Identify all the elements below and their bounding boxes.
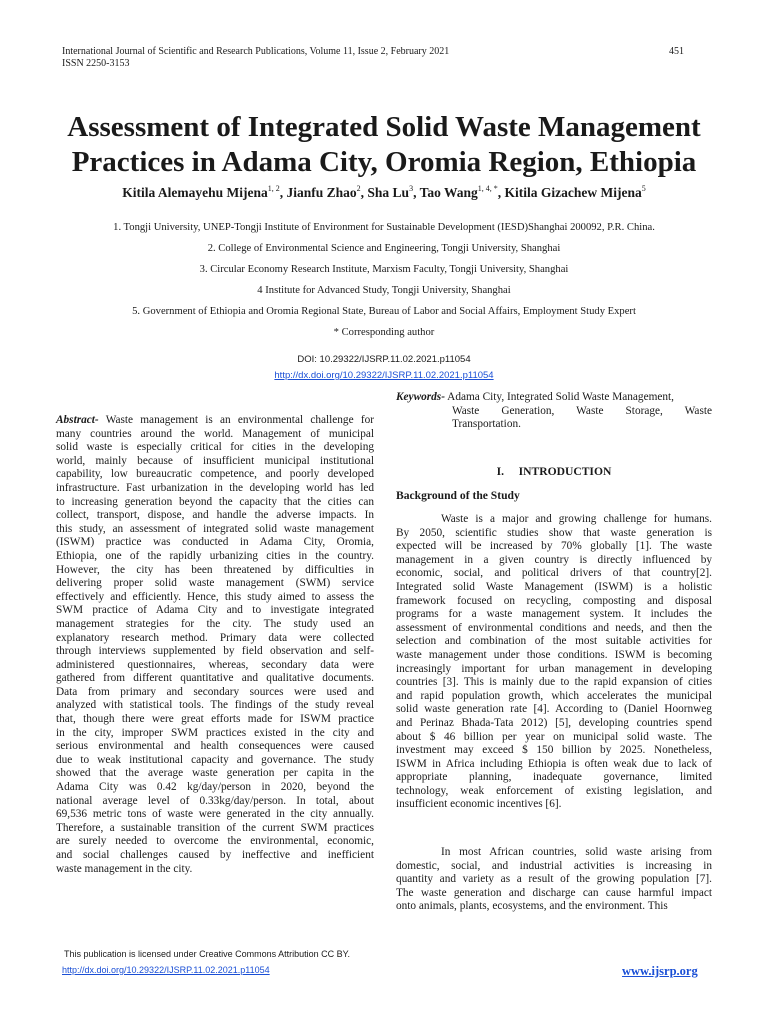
abstract-line: infrastructure. Fast urbanization in the developing world has led [56,481,374,494]
author-name: Jianfu Zhao [286,185,357,200]
abstract-line: Therefore, a sustainable transition of the current SWM practices [56,821,374,834]
intro-line: domestic, social, and industrial activities is increasing in [396,859,712,872]
intro-line: appropriate planning, inadequate governance, limited [396,771,712,784]
author-list [40,184,728,201]
abstract-line: 69,536 metric tons of waste were generated in the city annually. [56,808,374,821]
affiliation-2: 2. College of Environmental Science and Engineering, Tongji University, Shanghai [207,243,561,254]
intro-line: Waste is a major and growing challenge for humans. [441,513,712,525]
intro-line: solid waste generation rate [4]. According to (Daniel Hoornweg [396,703,712,716]
abstract-line: and social challenges caused by ineffective and inefficient [56,849,374,861]
intro-paragraph-1 [396,513,712,812]
title-line-2: Practices in Adama City, Oromia Region, Ethiopia [71,146,697,178]
abstract-line: many countries around the world. Management of municipal [56,427,374,440]
author-separator: , [360,185,368,200]
intro-line: ISWM in Africa including Ethiopia is often weak due to lack of [396,757,712,770]
abstract-line: gathered from different quantitative and qualitative documents. [56,672,374,685]
keywords-line-3: Transportation. [452,418,521,431]
intro-line: selection and combination of the most suitable activities for [396,635,712,648]
footer-doi-link[interactable]: http://dx.doi.org/10.29322/IJSRP.11.02.2021.p11054 [62,965,270,975]
intro-line: assessment of environmental conditions and needs, and then the [396,621,712,634]
affiliation-3: 3. Circular Economy Research Institute, Marxism Faculty, Tongji University, Shanghai [199,264,569,275]
intro-line: expected will be increased by 70% globally [1]. The waste [396,540,712,553]
intro-line: waste management under those conditions. ISWM is becoming [396,648,712,661]
affiliation-4: 4 Institute for Advanced Study, Tongji University, Shanghai [257,285,511,296]
abstract-line: serious environmental and health consequences were caused [56,740,374,753]
intro-line: technology, weak enforcement of existing legislation, and [396,784,712,797]
intro-line: Integrated solid Waste Management (ISWM) is a holistic [396,580,712,593]
abstract-body [56,414,374,876]
abstract-line: capability, low bureaucratic competence, and poorly developed [56,468,374,481]
author-affiliation-mark: 1, 4, * [477,184,498,193]
license-note: This publication is licensed under Creative Commons Attribution CC BY. [64,949,350,959]
abstract-line: administered questionnaires, whereas, secondary data were [56,658,374,671]
intro-line: investment may exceed $ 150 billion by 2025. Nonetheless, [396,744,712,757]
abstract-line: collect, transport, dispose, and handle the adverse impacts. In [56,509,374,522]
abstract-line: However, the city has been threatened by difficulties in [56,563,374,576]
author-name: Kitila Gizachew Mijena [504,185,642,200]
abstract-line: showed that the average waste generation per capita in the [56,767,374,780]
abstract-line: delivering proper solid waste management (SWM) service [56,577,374,590]
author-name: Kitila Alemayehu Mijena [122,185,268,200]
doi-link[interactable]: http://dx.doi.org/10.29322/IJSRP.11.02.2021.p11054 [274,370,494,381]
abstract-line: Adama City was 0.42 kg/day/person in 2020, beyond the [56,781,374,794]
paper-title [40,110,728,180]
intro-line: and rapid population growth, which accelerates the municipal [396,689,712,702]
intro-paragraph-1-body [396,513,712,812]
intro-line: and Perinaz Bhada-Tata 2012) [5], developing countries spend [396,716,712,729]
journal-website-link[interactable]: www.ijsrp.org [622,964,698,978]
author-separator: , [413,185,420,200]
abstract-line: effectively and efficiently. Hence, this study aimed to assess the [56,590,374,603]
page-number: 451 [669,46,684,57]
abstract [56,414,374,876]
doi-text: DOI: 10.29322/IJSRP.11.02.2021.p11054 [297,354,471,365]
abstract-line: SWM practice of Adama City and to investigate integrated [56,604,374,617]
abstract-line-text: Waste management is an environmental challenge for [105,414,374,426]
author-affiliation-mark: 2 [356,184,361,193]
intro-line: By 2050, scientific studies show that waste generation is [396,526,712,539]
abstract-line: management strategies for the city. The study used an [56,617,374,630]
intro-line: about $ 46 billion per year on municipal solid waste. The [396,730,712,743]
affiliation-5: 5. Government of Ethiopia and Oromia Regional State, Bureau of Labor and Social Affairs, Employment Study Expert [132,306,636,317]
intro-line: management in a given country is directly influenced by [396,553,712,566]
abstract-line: that, though there were great efforts made for ISWM practice [56,713,374,726]
corresponding-author-note: * Corresponding author [333,327,435,338]
abstract-line [56,414,374,428]
section-number: I. [496,465,505,478]
keywords-block [396,391,712,432]
abstract-line: due to weak institutional capacity and governance. The study [56,753,374,766]
abstract-line: in the city, improper SWM practices existed in the city and [56,726,374,739]
affiliation-1: 1. Tongji University, UNEP-Tongji Institute of Environment for Sustainable Development (IESD)Shanghai 200092, P.R. China. [113,222,655,233]
author-affiliation-mark: 1, 2 [267,184,280,193]
intro-paragraph-2-body [396,846,712,914]
author-name: Tao Wang [419,185,478,200]
intro-line: insufficient economic incentives [6]. [396,798,562,811]
title-line-1: Assessment of Integrated Solid Waste Management [67,111,701,143]
abstract-line: to increasing generation beyond the capacity that the cities can [56,495,374,508]
abstract-label: Abstract- [56,414,99,426]
abstract-line: through interviews supplemented by field observation and self- [56,645,374,658]
intro-paragraph-2 [396,846,712,914]
keywords-label: Keywords- [396,391,445,403]
abstract-line: explanatory research method. Primary data were collected [56,631,374,644]
intro-line: In most African countries, solid waste arising from [441,846,712,858]
intro-line: increasingly important for urban management in developing [396,662,712,675]
abstract-line: solid waste is especially critical for cities in the developing [56,441,374,454]
subheading: Background of the Study [396,489,520,502]
intro-line: economic, social, and political drivers of that country[2]. [396,567,712,580]
intro-line: onto animals, plants, ecosystems, and the environment. This [396,900,668,913]
author-affiliation-mark: 3 [409,184,414,193]
intro-line: quantity and variety as a result of the growing population [7]. [396,873,712,886]
intro-line: framework focused on recycling, composting and disposal [396,594,712,607]
author-separator: , [279,185,287,200]
abstract-line: Ethiopia, one of the rapidly urbanizing cities in the country. [56,549,374,562]
abstract-line: are surely needed to overcome the environmental, economic, [56,835,374,848]
author-name: Sha Lu [367,185,410,200]
author-separator: , [497,185,505,200]
section-title: INTRODUCTION [518,465,612,478]
abstract-line: analyzed with statistical tools. The findings of the study reveal [56,699,374,712]
journal-header: International Journal of Scientific and Research Publications, Volume 11, Issue 2, February 2021 [62,46,450,57]
abstract-line: national average level of 0.33kg/day/person. In total, about [56,794,374,807]
abstract-line: Data from primary and secondary sources were used and [56,685,374,698]
issn: ISSN 2250-3153 [62,58,130,69]
intro-line: countries [3]. This is mainly due to the rapid expansion of cities [396,676,712,689]
abstract-line: world, mainly because of insufficient municipal institutional [56,454,374,467]
author-affiliation-mark: 5 [641,184,646,193]
intro-line: programs for a waste management system. It includes the [396,608,712,621]
intro-line: The waste generation and discharge can cause harmful impact [396,886,712,899]
keywords-line-1: Adama City, Integrated Solid Waste Management, [447,391,675,403]
abstract-line: waste management in the city. [56,862,193,875]
keywords-line-2: Waste Generation, Waste Storage, Waste [452,404,712,417]
abstract-line: (ISWM) practice was conducted in Adama City, Oromia, [56,536,374,549]
section-heading [396,465,712,478]
abstract-line: this study, an assessment of integrated solid waste management [56,522,374,535]
